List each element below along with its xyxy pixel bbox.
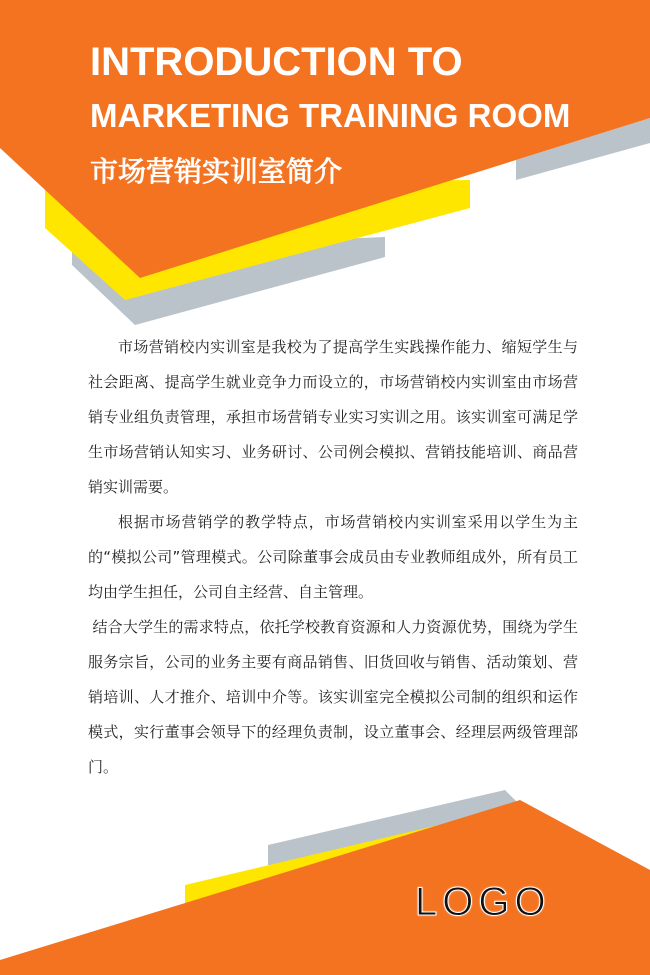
title-en-line2: MARKETING TRAINING ROOM (90, 97, 571, 134)
title-en-line1: INTRODUCTION TO (90, 40, 463, 84)
body-text (88, 330, 578, 785)
logo: LOGO (415, 880, 551, 924)
paragraph-2: 根据市场营销学的教学特点，市场营销校内实训室采用以学生为主的“模拟公司”管理模式。公司除董事会成员由专业教师组成外，所有员工均由学生担任，公司自主经营、自主管理。 (88, 513, 578, 601)
title-cn: 市场营销实训室简介 (90, 155, 343, 188)
paragraph-1: 市场营销校内实训室是我校为了提高学生实践操作能力、缩短学生与社会距离、提高学生就业竞争力而设立的，市场营销校内实训室由市场营销专业组负责管理，承担市场营销专业实习实训之用。该实训室可满足学生市场营销认知实习、业务研讨、公司例会模拟、营销技能培训、商品营销实训需要。 (88, 338, 578, 496)
paragraph-3: 结合大学生的需求特点，依托学校教育资源和人力资源优势，围绕为学生服务宗旨，公司的业务主要有商品销售、旧货回收与销售、活动策划、营销培训、人才推介、培训中介等。该实训室完全模拟公司制的组织和运作模式，实行董事会领导下的经理负责制，设立董事会、经理层两级管理部门。 (88, 618, 578, 776)
bottom-orange-shape (0, 800, 650, 975)
